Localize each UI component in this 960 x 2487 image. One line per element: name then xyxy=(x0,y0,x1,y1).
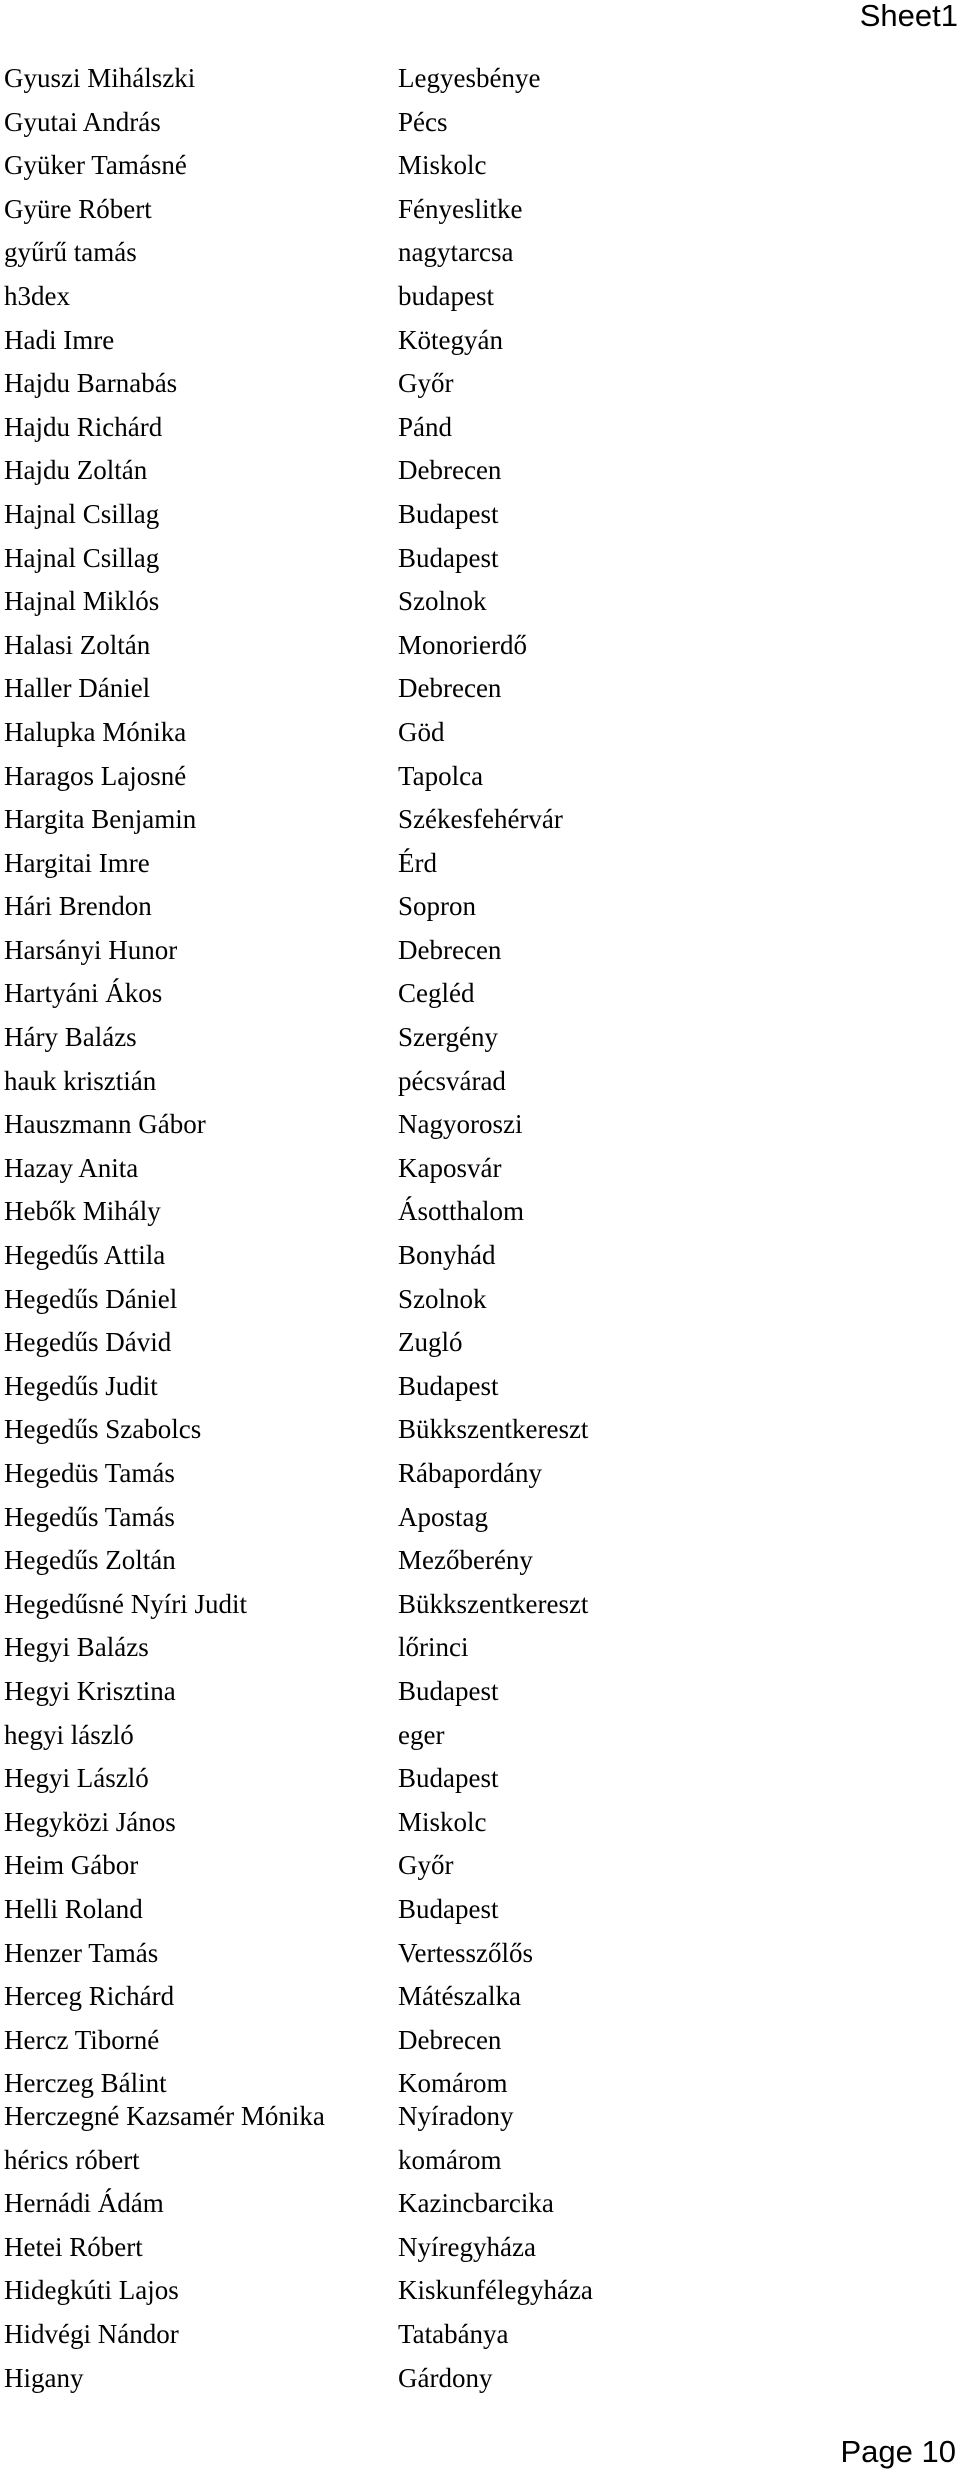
table-row xyxy=(0,231,960,275)
city-cell: Legyesbénye xyxy=(398,63,541,93)
city-cell: Pécs xyxy=(398,106,448,137)
name-cell: Hegedűs Szabolcs xyxy=(4,1414,202,1445)
name-cell: Higany xyxy=(4,2362,84,2393)
city-cell: Szergény xyxy=(398,1022,498,1053)
city-cell: Szolnok xyxy=(398,1283,487,1314)
name-cell: Haller Dániel xyxy=(4,673,151,704)
name-cell: Hajnal Miklós xyxy=(4,586,160,617)
table-row xyxy=(0,929,960,973)
city-cell: Apostag xyxy=(398,1501,488,1532)
table-row xyxy=(0,798,960,842)
name-cell: Hajdu Zoltán xyxy=(4,455,148,486)
city-cell: Vertesszőlős xyxy=(398,1937,533,1968)
city-cell: pécsvárad xyxy=(398,1065,506,1096)
name-cell: Hargita Benjamin xyxy=(4,804,197,835)
name-city-table-group-2 xyxy=(0,2095,960,2400)
city-cell: budapest xyxy=(398,280,494,311)
table-row xyxy=(0,2139,960,2183)
table-row xyxy=(0,972,960,1016)
table-row xyxy=(0,624,960,668)
name-cell: Hegedüs Tamás xyxy=(4,1458,175,1488)
city-cell: nagytarcsa xyxy=(398,237,514,268)
table-row xyxy=(0,275,960,319)
table-row xyxy=(0,2357,960,2401)
city-cell: Debrecen xyxy=(398,455,502,486)
name-cell: Harsányi Hunor xyxy=(4,934,178,965)
city-cell: Debrecen xyxy=(398,934,502,965)
name-cell: Herczeg Bálint xyxy=(4,2068,167,2099)
table-row xyxy=(0,449,960,493)
name-cell: Hajdu Barnabás xyxy=(4,368,178,399)
city-cell: Kiskunfélegyháza xyxy=(398,2275,593,2306)
table-row xyxy=(0,188,960,232)
city-cell: eger xyxy=(398,1719,445,1750)
name-cell: Gyüre Róbert xyxy=(4,193,152,224)
city-cell: Bonyhád xyxy=(398,1240,496,1271)
name-cell: Henzer Tamás xyxy=(4,1937,159,1968)
city-cell: Nyíradony xyxy=(398,2101,514,2131)
name-cell: Hári Brendon xyxy=(4,891,152,922)
name-cell: Herceg Richárd xyxy=(4,1981,175,2012)
table-row xyxy=(0,1844,960,1888)
name-cell: Hajnal Csillag xyxy=(4,542,160,573)
name-cell: Gyuszi Mihálszki xyxy=(4,63,196,93)
city-cell: lőrinci xyxy=(398,1632,469,1663)
table-row xyxy=(0,711,960,755)
city-cell: Győr xyxy=(398,368,454,399)
name-cell: Hauszmann Gábor xyxy=(4,1109,206,1140)
table-row xyxy=(0,1932,960,1976)
table-row xyxy=(0,1190,960,1234)
table-row xyxy=(0,1278,960,1322)
city-cell: Tatabánya xyxy=(398,2318,509,2349)
city-cell: Tapolca xyxy=(398,760,484,791)
table-row xyxy=(0,2182,960,2226)
city-cell: Érd xyxy=(398,847,437,878)
city-cell: Göd xyxy=(398,716,445,747)
table-row xyxy=(0,1539,960,1583)
name-cell: Herczegné Kazsamér Mónika xyxy=(4,2101,325,2131)
city-cell: Bükkszentkereszt xyxy=(398,1414,589,1445)
city-cell: Székesfehérvár xyxy=(398,804,563,835)
name-cell: Gyutai András xyxy=(4,106,161,137)
name-cell: hauk krisztián xyxy=(4,1065,157,1096)
name-cell: Hegedűs Judit xyxy=(4,1370,158,1401)
name-cell: Hidvégi Nándor xyxy=(4,2318,179,2349)
name-cell: Gyüker Tamásné xyxy=(4,150,187,181)
table-row xyxy=(0,1060,960,1104)
table-row xyxy=(0,667,960,711)
city-cell: Fényeslitke xyxy=(398,193,523,224)
name-cell: Halupka Mónika xyxy=(4,716,187,747)
city-cell: Nagyoroszi xyxy=(398,1109,523,1140)
name-cell: Heim Gábor xyxy=(4,1850,139,1881)
table-row xyxy=(0,537,960,581)
city-cell: Miskolc xyxy=(398,1806,487,1837)
table-row xyxy=(0,1888,960,1932)
table-row xyxy=(0,2019,960,2063)
table-row xyxy=(0,2269,960,2313)
city-cell: Kötegyán xyxy=(398,324,503,355)
table-row xyxy=(0,406,960,450)
table-row xyxy=(0,101,960,145)
city-cell: Bükkszentkereszt xyxy=(398,1588,589,1619)
city-cell: Debrecen xyxy=(398,673,502,704)
table-row xyxy=(0,755,960,799)
city-cell: Budapest xyxy=(398,1675,499,1706)
city-cell: Budapest xyxy=(398,542,499,573)
name-cell: Hajdu Richárd xyxy=(4,411,163,442)
city-cell: Kaposvár xyxy=(398,1152,502,1183)
name-cell: Hidegkúti Lajos xyxy=(4,2275,179,2306)
name-cell: Helli Roland xyxy=(4,1893,143,1924)
table-row xyxy=(0,1757,960,1801)
table-row xyxy=(0,362,960,406)
name-cell: Hernádi Ádám xyxy=(4,2188,164,2219)
table-row xyxy=(0,885,960,929)
city-cell: Kazincbarcika xyxy=(398,2188,554,2219)
name-cell: Hegyi László xyxy=(4,1763,149,1794)
table-row xyxy=(0,1670,960,1714)
table-row xyxy=(0,1365,960,1409)
city-cell: Budapest xyxy=(398,1370,499,1401)
table-row xyxy=(0,2226,960,2270)
name-cell: Halasi Zoltán xyxy=(4,629,151,660)
name-cell: Hegedűs Dávid xyxy=(4,1327,172,1358)
name-cell: Hegyi Balázs xyxy=(4,1632,149,1663)
table-row xyxy=(0,1321,960,1365)
table-row xyxy=(0,1016,960,1060)
name-city-table-group-1 xyxy=(0,57,960,2106)
name-cell: Hegedűs Zoltán xyxy=(4,1545,176,1576)
name-cell: Hercz Tiborné xyxy=(4,2024,160,2055)
name-cell: hérics róbert xyxy=(4,2144,140,2175)
name-cell: Hegyi Krisztina xyxy=(4,1675,176,1706)
city-cell: Szolnok xyxy=(398,586,487,617)
name-cell: Hegedűs Dániel xyxy=(4,1283,178,1314)
table-row xyxy=(0,580,960,624)
table-row xyxy=(0,1103,960,1147)
city-cell: Pánd xyxy=(398,411,452,442)
city-cell: Budapest xyxy=(398,1763,499,1794)
name-cell: hegyi lászló xyxy=(4,1719,134,1750)
name-cell: gyűrű tamás xyxy=(4,237,137,268)
table-row xyxy=(0,493,960,537)
city-cell: Miskolc xyxy=(398,150,487,181)
city-cell: Zugló xyxy=(398,1327,463,1358)
table-row xyxy=(0,319,960,363)
city-cell: Cegléd xyxy=(398,978,475,1009)
name-cell: Háry Balázs xyxy=(4,1022,137,1053)
table-row xyxy=(0,842,960,886)
name-cell: Hegyközi János xyxy=(4,1806,176,1837)
name-cell: Hegedűs Tamás xyxy=(4,1501,175,1532)
name-cell: Hegedűsné Nyíri Judit xyxy=(4,1588,247,1619)
city-cell: Gárdony xyxy=(398,2362,493,2393)
city-cell: Monorierdő xyxy=(398,629,527,660)
name-cell: Hargitai Imre xyxy=(4,847,150,878)
table-row xyxy=(0,1452,960,1496)
city-cell: Sopron xyxy=(398,891,477,922)
table-row xyxy=(0,144,960,188)
name-cell: Hartyáni Ákos xyxy=(4,978,163,1009)
table-row xyxy=(0,1408,960,1452)
city-cell: komárom xyxy=(398,2144,502,2175)
name-cell: h3dex xyxy=(4,280,70,311)
city-cell: Debrecen xyxy=(398,2024,502,2055)
table-row xyxy=(0,1626,960,1670)
sheet-label: Sheet1 xyxy=(859,0,958,33)
table-row xyxy=(0,2095,960,2139)
city-cell: Nyíregyháza xyxy=(398,2231,536,2262)
city-cell: Komárom xyxy=(398,2068,508,2099)
table-row xyxy=(0,57,960,101)
table-row xyxy=(0,1234,960,1278)
page-number: Page 10 xyxy=(840,2434,956,2469)
city-cell: Győr xyxy=(398,1850,454,1881)
name-cell: Hegedűs Attila xyxy=(4,1240,166,1271)
table-row xyxy=(0,1147,960,1191)
city-cell: Ásotthalom xyxy=(398,1196,524,1227)
table-row xyxy=(0,1975,960,2019)
table-row xyxy=(0,2313,960,2357)
city-cell: Rábapordány xyxy=(398,1458,542,1488)
city-cell: Budapest xyxy=(398,1893,499,1924)
name-cell: Hebők Mihály xyxy=(4,1196,161,1227)
table-row xyxy=(0,1583,960,1627)
city-cell: Budapest xyxy=(398,498,499,529)
table-row xyxy=(0,1496,960,1540)
name-cell: Hajnal Csillag xyxy=(4,498,160,529)
name-cell: Hazay Anita xyxy=(4,1152,139,1183)
city-cell: Mátészalka xyxy=(398,1981,521,2012)
city-cell: Mezőberény xyxy=(398,1545,533,1576)
name-cell: Hadi Imre xyxy=(4,324,115,355)
name-cell: Hetei Róbert xyxy=(4,2231,143,2262)
table-row xyxy=(0,1714,960,1758)
table-row xyxy=(0,1801,960,1845)
name-cell: Haragos Lajosné xyxy=(4,760,187,791)
